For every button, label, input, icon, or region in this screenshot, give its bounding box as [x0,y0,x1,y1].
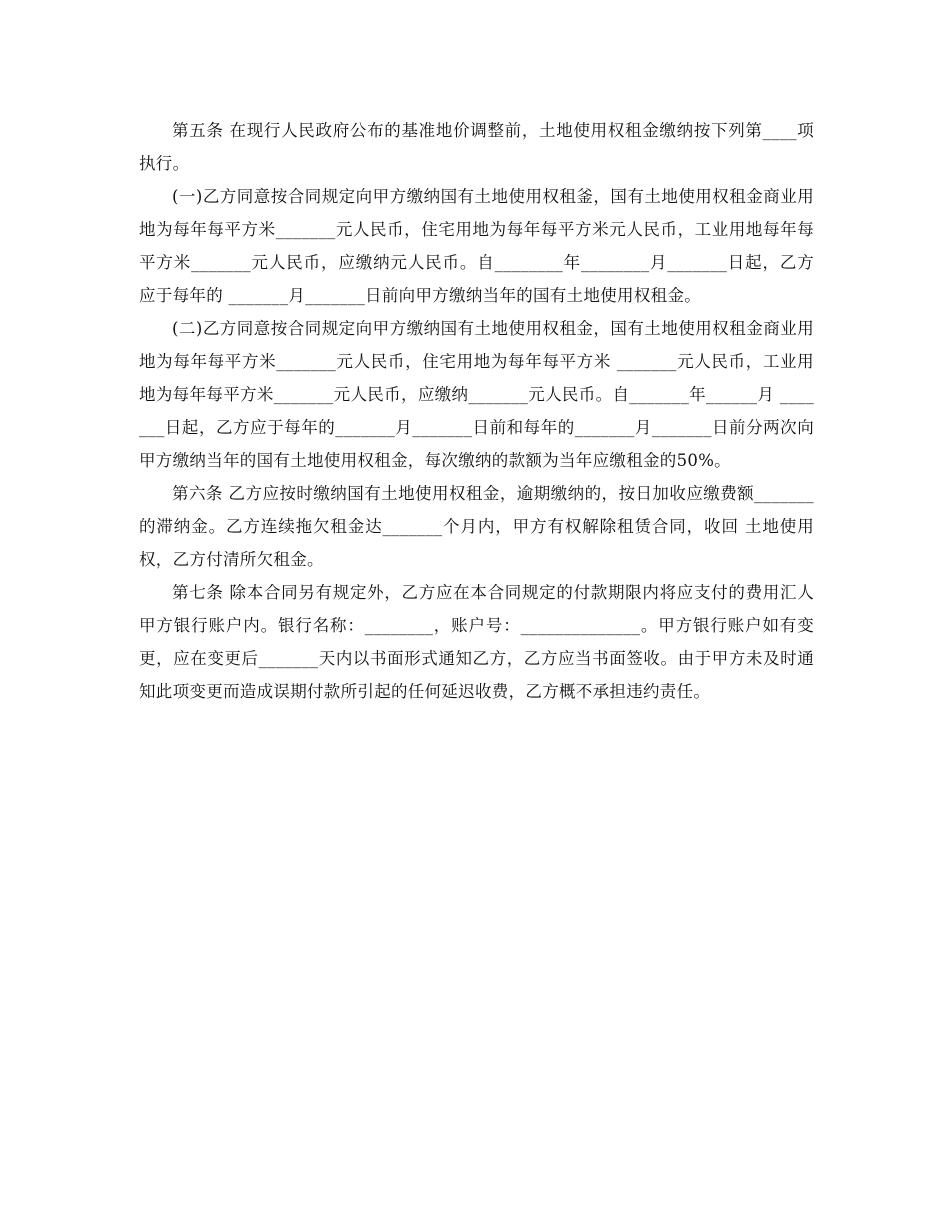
document-page [139,114,814,708]
article-5-option-2-paragraph: (二)乙方同意按合同规定向甲方缴纳国有土地使用权租金，国有土地使用权租金商业用地为每年每平方米_______元人民币，住宅用地为每年每平方米 _______元人民币，工业用地为每年每平方米_______元人民币，应缴纳_______元人民币。自_______年______月 _______日起，乙方应于每年的_______月_______日前和每年的_______月_______日前分两次向甲方缴纳当年的国有土地使用权租金，每次缴纳的款额为当年应缴租金的50%。 [139,319,814,470]
article-6-paragraph: 第六条 乙方应按时缴纳国有土地使用权租金，逾期缴纳的，按日加收应缴费额_______的滞纳金。乙方连续拖欠租金达_______个月内，甲方有权解除租赁合同，收回 土地使用权，乙方付清所欠租金。 [139,484,814,569]
article-5-option-1-paragraph: (一)乙方同意按合同规定向甲方缴纳国有土地使用权租釜，国有土地使用权租金商业用地为每年每平方米_______元人民币，住宅用地为每年每平方米元人民币，工业用地每年每平方米_______元人民币，应缴纳元人民币。自________年________月_______日起，乙方应于每年的 _______月_______日前向甲方缴纳当年的国有土地使用权租金。 [139,187,814,305]
article-7-paragraph: 第七条 除本合同另有规定外，乙方应在本合同规定的付款期限内将应支付的费用汇人甲方银行账户内。银行名称：________，账户号：______________。甲方银行账户如有变更，应在变更后_______天内以书面形式通知乙方，乙方应当书面签收。由于甲方未及时通知此项变更而造成误期付款所引起的任何延迟收费，乙方概不承担违约责任。 [139,583,814,701]
article-5-paragraph: 第五条 在现行人民政府公布的基准地价调整前，土地使用权租金缴纳按下列第____项执行。 [139,121,814,173]
